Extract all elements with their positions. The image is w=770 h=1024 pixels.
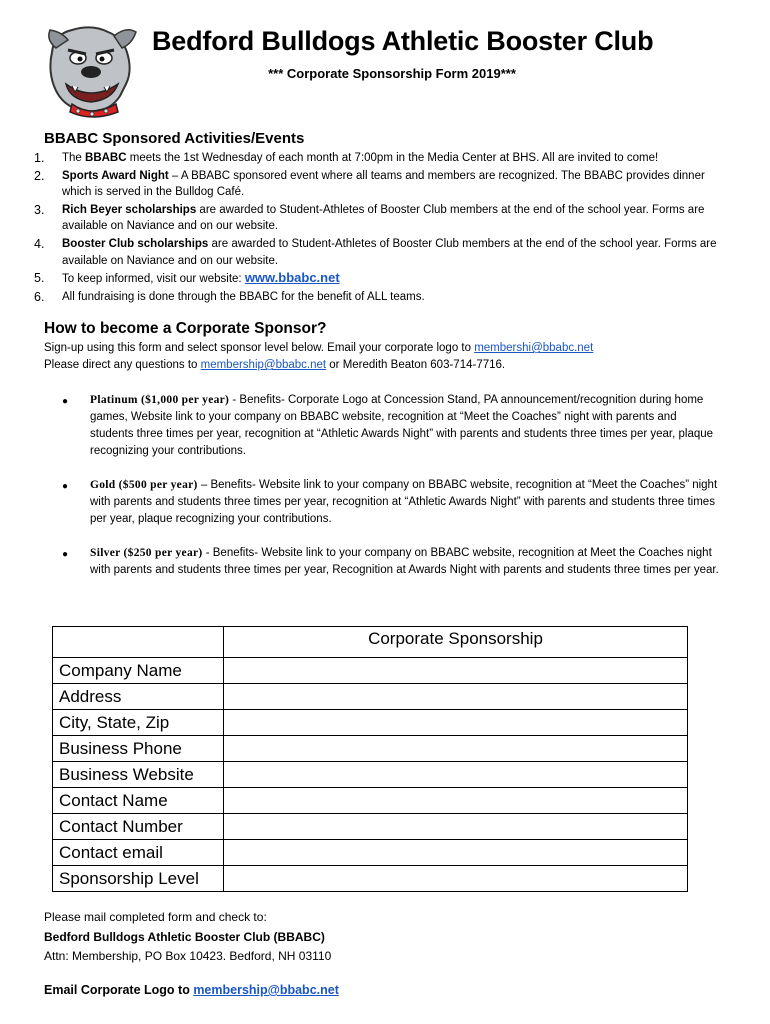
field-label: Contact Name bbox=[53, 788, 224, 814]
list-item: 6. All fundraising is done through the BBABC for the benefit of ALL teams. bbox=[34, 289, 425, 304]
business-phone-field[interactable] bbox=[224, 736, 688, 762]
table-cell bbox=[53, 627, 224, 658]
sponsorship-form-table bbox=[52, 626, 688, 892]
sponsorship-level-field[interactable] bbox=[224, 866, 688, 892]
page-title: Bedford Bulldogs Athletic Booster Club bbox=[152, 26, 654, 56]
table-row bbox=[53, 684, 688, 710]
list-item: ● Silver ($250 per year) - Benefits- Website link to your company on BBABC website, recognition at Meet the Coaches night with parents and students three times per year, Recognition at Awards Night with parents and students three times per year. bbox=[62, 545, 722, 579]
field-label: Business Website bbox=[53, 762, 224, 788]
table-row bbox=[53, 736, 688, 762]
table-row bbox=[53, 814, 688, 840]
contact-number-field[interactable] bbox=[224, 814, 688, 840]
email-logo-line: Email Corporate Logo to membership@bbabc.net bbox=[44, 983, 339, 997]
table-row bbox=[53, 788, 688, 814]
list-item: ● Platinum ($1,000 per year) - Benefits- Corporate Logo at Concession Stand, PA announcement/recognition during home games, Website link to your company on BBABC website, recognition at “Meet the Coaches” night with parents and students three times per year, recognition at “Athletic Awards Night” with parents and students three times per year, plaque recognizing your contributions. bbox=[62, 392, 722, 460]
list-item: 4. Booster Club scholarships are awarded to Student-Athletes of Booster Club members at the end of the school year. Forms are available on Naviance and on our website. bbox=[34, 237, 717, 267]
table-row bbox=[53, 840, 688, 866]
sponsor-levels-list bbox=[62, 392, 722, 596]
field-label: Contact email bbox=[53, 840, 224, 866]
level-silver: Silver ($250 per year) bbox=[90, 547, 203, 559]
level-gold: Gold ($500 per year) bbox=[90, 479, 198, 491]
city-state-zip-field[interactable] bbox=[224, 710, 688, 736]
website-link[interactable]: www.bbabc.net bbox=[244, 270, 340, 286]
activities-heading: BBABC Sponsored Activities/Events bbox=[44, 130, 305, 147]
bullet-icon: ● bbox=[62, 396, 69, 407]
logo-email-link[interactable]: membership@bbabc.net bbox=[193, 983, 339, 997]
field-label: Contact Number bbox=[53, 814, 224, 840]
field-label: Address bbox=[53, 684, 224, 710]
table-row bbox=[53, 710, 688, 736]
table-header: Corporate Sponsorship bbox=[224, 627, 688, 658]
sponsor-intro: Sign-up using this form and select sponsor level below. Email your corporate logo to membershi@bbabc.net Please direct any questions to membership@bbabc.net or Meredith Beaton 603-714-7716. bbox=[44, 342, 594, 371]
field-label: Sponsorship Level bbox=[53, 866, 224, 892]
level-platinum: Platinum ($1,000 per year) bbox=[90, 394, 230, 406]
list-item: 3. Rich Beyer scholarships are awarded to Student-Athletes of Booster Club members at the end of the school year. Forms are available on Naviance and on our website. bbox=[34, 202, 705, 233]
table-row bbox=[53, 627, 688, 658]
sponsor-heading: How to become a Corporate Sponsor? bbox=[44, 320, 327, 337]
contact-name-field[interactable] bbox=[224, 788, 688, 814]
field-label: Business Phone bbox=[53, 736, 224, 762]
list-item: 1. The BBABC meets the 1st Wednesday of each month at 7:00pm in the Media Center at BHS. All are invited to come! bbox=[34, 151, 659, 165]
table-row bbox=[53, 866, 688, 892]
table-row bbox=[53, 658, 688, 684]
field-label: Company Name bbox=[53, 658, 224, 684]
address-field[interactable] bbox=[224, 684, 688, 710]
list-item: 5. To keep informed, visit our website: www.bbabc.net bbox=[34, 270, 340, 286]
form-subtitle: *** Corporate Sponsorship Form 2019*** bbox=[268, 66, 516, 81]
contact-email-field[interactable] bbox=[224, 840, 688, 866]
list-item: 2. Sports Award Night – A BBABC sponsored event where all teams and members are recognized. The BBABC provides dinner which is served in the Bulldog Café. bbox=[34, 168, 705, 199]
list-item: ● Gold ($500 per year) – Benefits- Website link to your company on BBABC website, recognition at “Meet the Coaches” night with parents and students three times per year, recognition at “Athletic Awards Night” with parents and students three times per year, plaque recognizing your contributions. bbox=[62, 477, 722, 528]
bullet-icon: ● bbox=[62, 549, 69, 560]
mailing-instructions: Please mail completed form and check to: Bedford Bulldogs Athletic Booster Club (BBABC) Attn: Membership, PO Box 10423. Bedford, NH 03110 bbox=[44, 908, 331, 967]
field-label: City, State, Zip bbox=[53, 710, 224, 736]
questions-email-link[interactable]: membership@bbabc.net bbox=[200, 359, 327, 371]
membership-email-link[interactable]: membershi@bbabc.net bbox=[474, 342, 594, 354]
org-name: Bedford Bulldogs Athletic Booster Club (BBABC) bbox=[44, 929, 325, 944]
table-row bbox=[53, 762, 688, 788]
mailing-address: Attn: Membership, PO Box 10423. Bedford, NH 03110 bbox=[44, 949, 332, 963]
activities-list bbox=[34, 150, 734, 307]
company-name-field[interactable] bbox=[224, 658, 688, 684]
bullet-icon: ● bbox=[62, 481, 69, 492]
business-website-field[interactable] bbox=[224, 762, 688, 788]
